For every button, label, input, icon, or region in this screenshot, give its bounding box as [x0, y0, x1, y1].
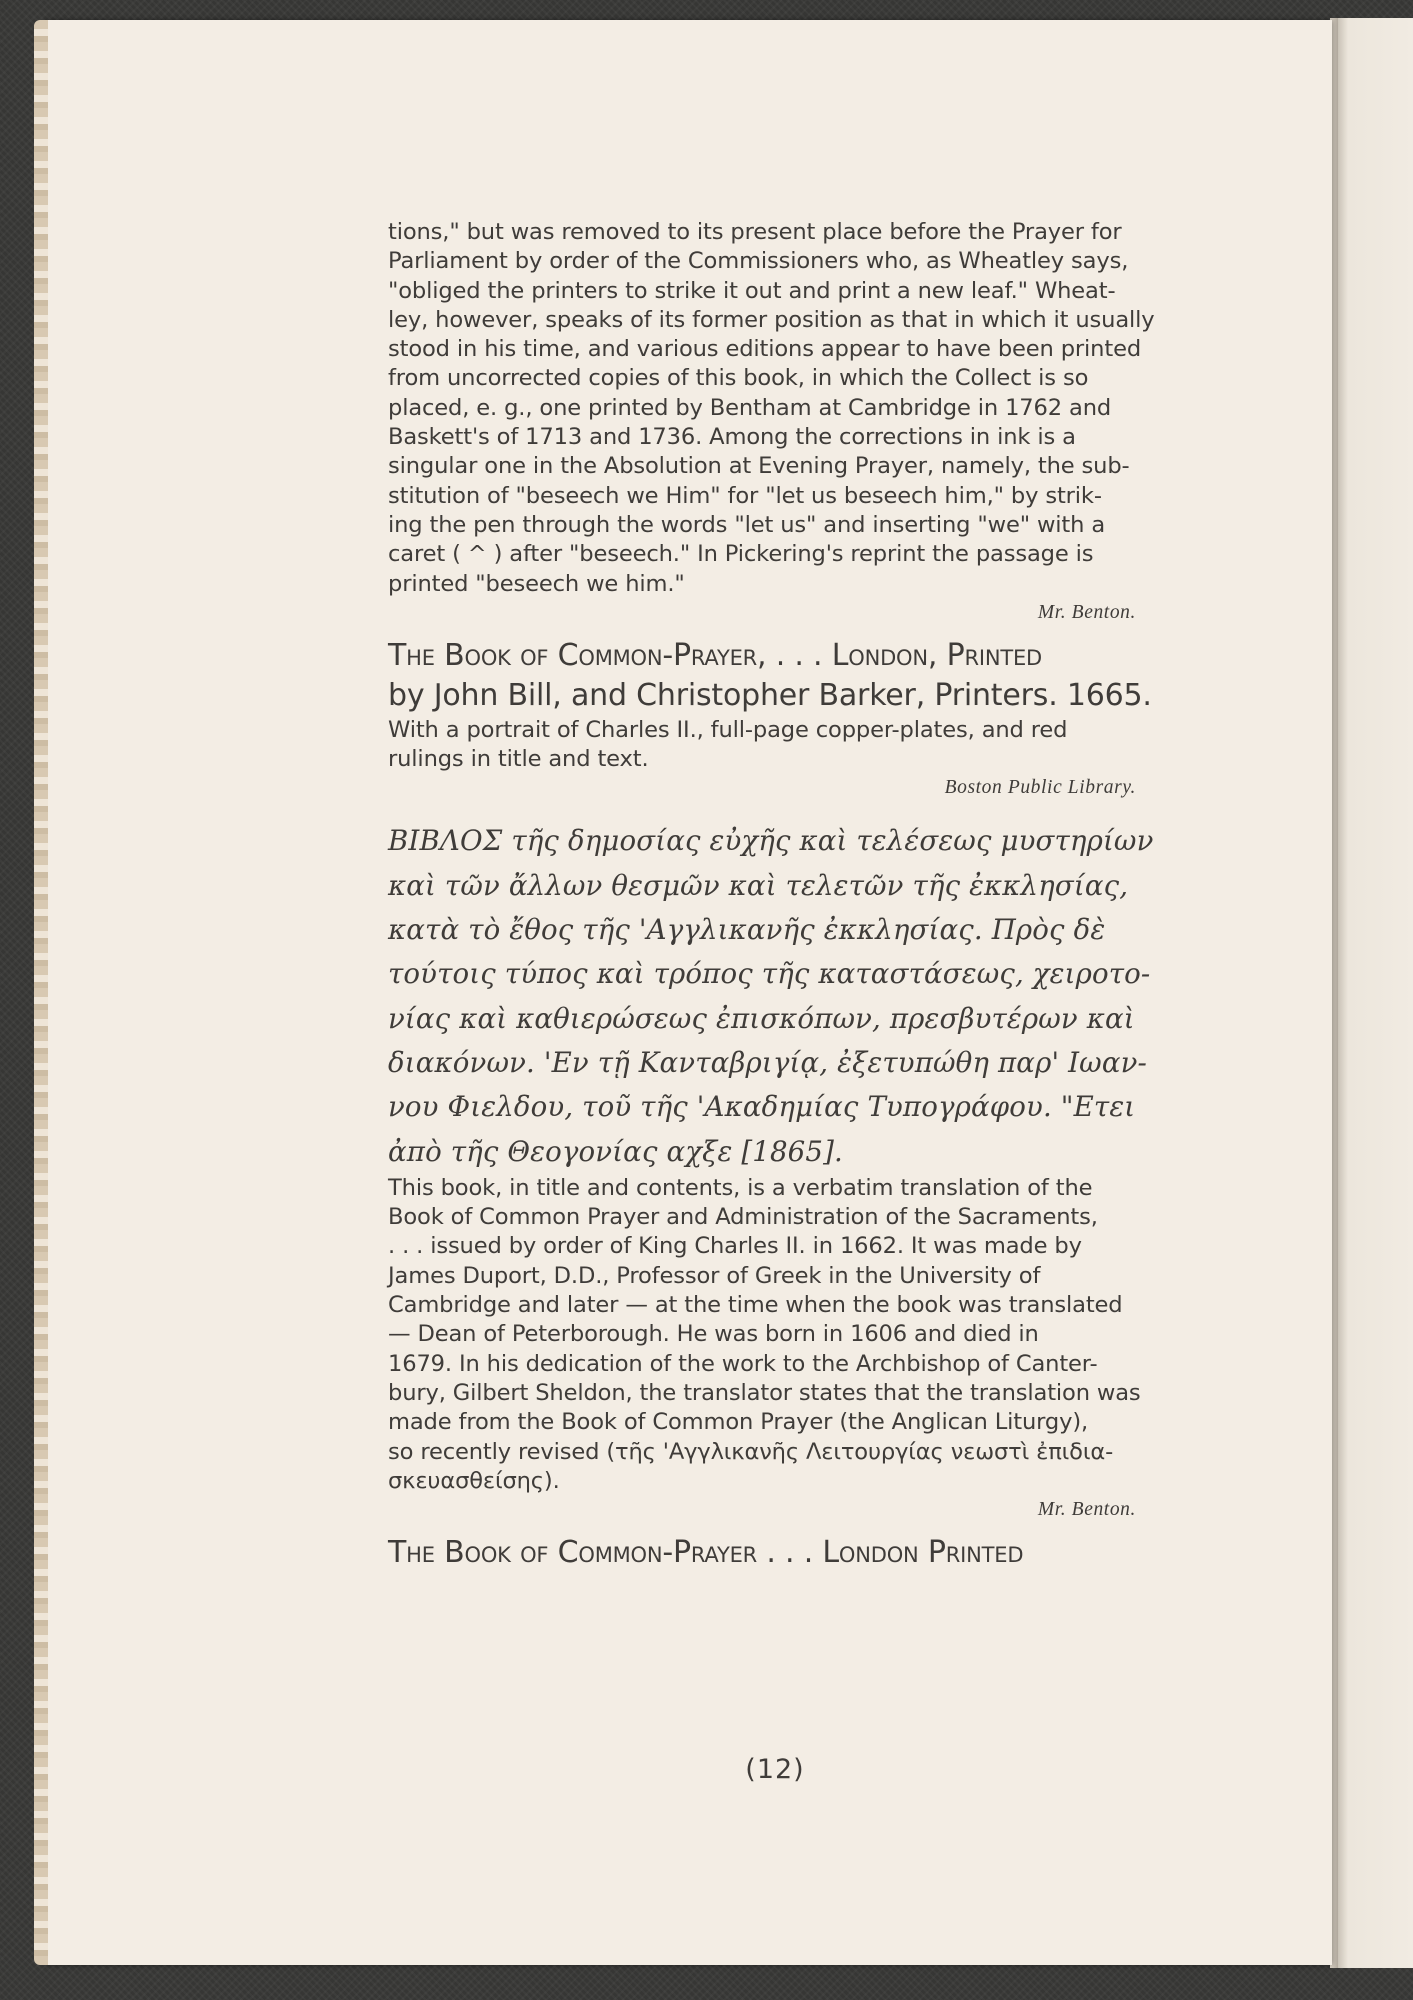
- facing-page: [1338, 18, 1413, 1968]
- entry1-line: ley, however, speaks of its former position as that in which it usually: [388, 306, 1155, 333]
- catalog-entry: [388, 819, 1162, 1521]
- entry1-line: stood in his time, and various editions appear to have been printed: [388, 336, 1142, 363]
- entry-description: [388, 1174, 1162, 1496]
- entry-title-line: The Book of Common-Prayer . . . London Printed: [388, 1535, 1024, 1571]
- entry1-line: from uncorrected copies of this book, in which the Collect is so: [388, 365, 1089, 392]
- description-line: so recently revised (τῆς 'Αγγλικανῆς Λειτουργίας νεωστὶ ἐπιδια-: [388, 1438, 1114, 1465]
- description-line: 1679. In his dedication of the work to the Archbishop of Canter-: [388, 1350, 1098, 1377]
- greek-title-line: διακόνων. 'Εν τῇ Κανταβριγίᾳ, ἐξετυπώθη παρ' Ιωαν-: [388, 1045, 1147, 1079]
- entry1-line: "obliged the printers to strike it out and print a new leaf." Wheat-: [388, 277, 1116, 304]
- entry-title: [388, 636, 1162, 716]
- entry1-text: [388, 218, 1162, 599]
- entry-title-line: by John Bill, and Christopher Barker, Printers. 1665.: [388, 677, 1152, 713]
- entry1-line: tions," but was removed to its present place before the Prayer for: [388, 219, 1122, 245]
- description-line: . . . issued by order of King Charles II. in 1662. It was made by: [388, 1233, 1082, 1260]
- catalog-entry: [388, 1533, 1162, 1573]
- greek-title-line: καὶ τῶν ἄλλων θεσμῶν καὶ τελετῶν τῆς ἐκκλησίας,: [388, 868, 1129, 902]
- description-line: James Duport, D.D., Professor of Greek in the University of: [388, 1262, 1041, 1289]
- entry1-line: ing the pen through the words "let us" and inserting "we" with a: [388, 511, 1106, 538]
- greek-title-line: νου Φιελδου, τοῦ τῆς 'Ακαδημίας Τυπογράφου. "Ετει: [388, 1090, 1136, 1124]
- catalog-entry: [388, 636, 1162, 800]
- description-line: made from the Book of Common Prayer (the Anglican Liturgy),: [388, 1409, 1089, 1436]
- entry1-line: singular one in the Absolution at Evening Prayer, namely, the sub-: [388, 453, 1130, 480]
- entry-title: [388, 1533, 1162, 1573]
- greek-title-line: τούτοις τύπος καὶ τρόπος τῆς καταστάσεως, χειροτο-: [388, 957, 1151, 991]
- greek-title-line: ἀπὸ τῆς Θεογονίας αχξε [1865].: [388, 1134, 843, 1168]
- source-credit: Mr. Benton.: [1037, 1499, 1136, 1521]
- page-number: (12): [745, 1754, 805, 1785]
- page-text: [388, 218, 1162, 1785]
- entry-title-line: The Book of Common-Prayer, . . . London, Printed: [388, 637, 1043, 673]
- entry-description: [388, 716, 1162, 775]
- entry1-line: caret ( ^ ) after "beseech." In Pickering's reprint the passage is: [388, 541, 1094, 568]
- entry1-line: printed "beseech we him.": [388, 570, 685, 597]
- description-line: bury, Gilbert Sheldon, the translator states that the translation was: [388, 1379, 1141, 1406]
- description-line: Cambridge and later — at the time when the book was translated: [388, 1292, 1123, 1319]
- description-line: — Dean of Peterborough. He was born in 1606 and died in: [388, 1321, 1039, 1348]
- greek-title-line: κατὰ τὸ ἔθος τῆς 'Αγγλικανῆς ἐκκλησίας. Πρὸς δὲ: [388, 913, 1106, 947]
- entry1-line: placed, e. g., one printed by Bentham at Cambridge in 1762 and: [388, 394, 1112, 421]
- description-line: σκευασθείσης).: [388, 1467, 560, 1494]
- greek-title: [388, 819, 1162, 1173]
- description-line: rulings in title and text.: [388, 746, 649, 773]
- entry1-line: stitution of "beseech we Him" for "let us beseech him," by strik-: [388, 482, 1102, 509]
- greek-title-line: νίας καὶ καθιερώσεως ἐπισκόπων, πρεσβυτέρων καὶ: [388, 1001, 1135, 1035]
- source-credit: Mr. Benton.: [1037, 601, 1136, 623]
- description-line: With a portrait of Charles II., full-page copper-plates, and red: [388, 716, 1068, 743]
- description-line: Book of Common Prayer and Administration of the Sacraments,: [388, 1204, 1098, 1231]
- description-line: This book, in title and contents, is a verbatim translation of the: [388, 1174, 1093, 1201]
- entry1-line: Baskett's of 1713 and 1736. Among the corrections in ink is a: [388, 424, 1076, 451]
- entry-continuation: [388, 218, 1162, 624]
- entry1-line: Parliament by order of the Commissioners who, as Wheatley says,: [388, 248, 1129, 275]
- greek-title-line: ΒΙΒΛΟΣ τῆς δημοσίας εὐχῆς καὶ τελέσεως μυστηρίων: [388, 824, 1154, 858]
- source-credit: Boston Public Library.: [944, 777, 1136, 799]
